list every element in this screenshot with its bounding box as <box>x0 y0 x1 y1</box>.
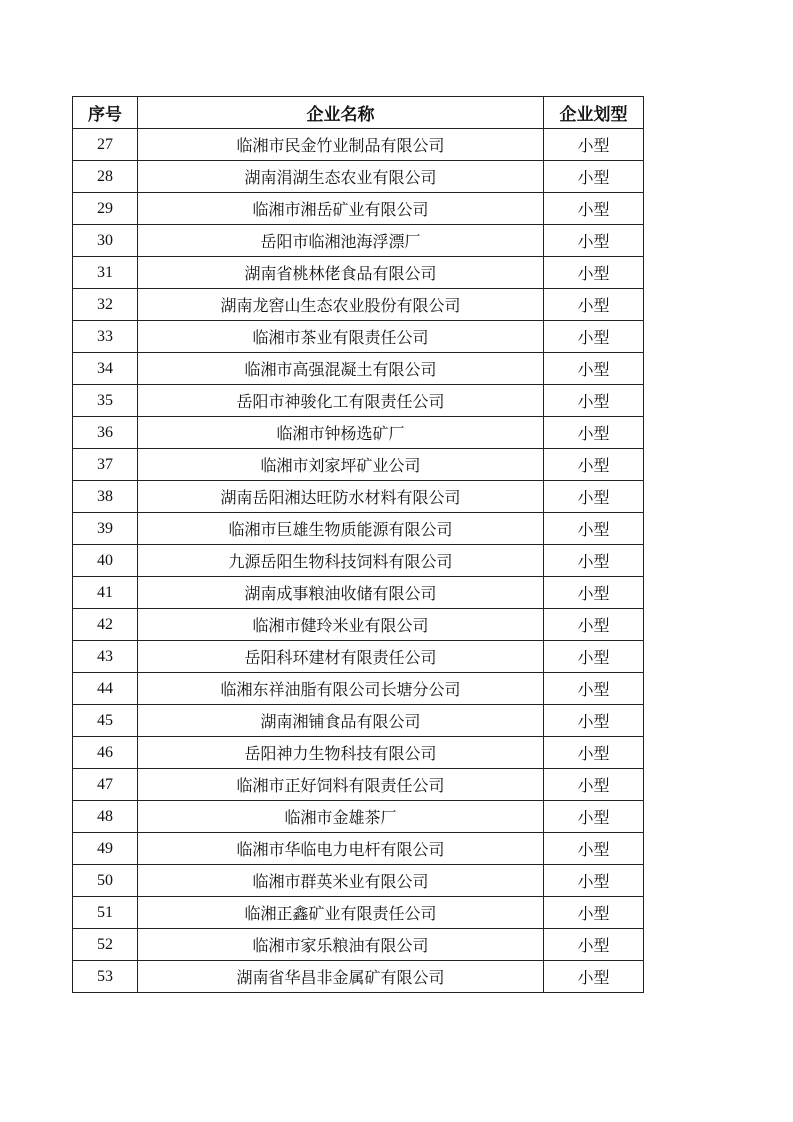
cell-enterprise-type: 小型 <box>544 129 644 161</box>
cell-serial-number: 37 <box>73 449 138 481</box>
cell-serial-number: 50 <box>73 865 138 897</box>
cell-serial-number: 51 <box>73 897 138 929</box>
cell-enterprise-name: 临湘市民金竹业制品有限公司 <box>138 129 544 161</box>
cell-enterprise-type: 小型 <box>544 385 644 417</box>
cell-enterprise-type: 小型 <box>544 609 644 641</box>
cell-enterprise-type: 小型 <box>544 193 644 225</box>
table-row <box>73 161 644 193</box>
cell-enterprise-type: 小型 <box>544 705 644 737</box>
header-serial-number: 序号 <box>73 97 138 129</box>
cell-enterprise-name: 湖南涓湖生态农业有限公司 <box>138 161 544 193</box>
table-body <box>73 129 644 993</box>
table-row <box>73 449 644 481</box>
table-row <box>73 193 644 225</box>
cell-serial-number: 34 <box>73 353 138 385</box>
cell-serial-number: 45 <box>73 705 138 737</box>
cell-enterprise-type: 小型 <box>544 289 644 321</box>
cell-enterprise-name: 临湘市巨雄生物质能源有限公司 <box>138 513 544 545</box>
cell-serial-number: 41 <box>73 577 138 609</box>
table-row <box>73 769 644 801</box>
cell-serial-number: 42 <box>73 609 138 641</box>
cell-enterprise-name: 临湘市刘家坪矿业公司 <box>138 449 544 481</box>
cell-enterprise-name: 湖南省华昌非金属矿有限公司 <box>138 961 544 993</box>
table-row <box>73 257 644 289</box>
cell-serial-number: 53 <box>73 961 138 993</box>
table-row <box>73 865 644 897</box>
table-row <box>73 673 644 705</box>
cell-enterprise-name: 临湘市家乐粮油有限公司 <box>138 929 544 961</box>
table-row <box>73 289 644 321</box>
cell-serial-number: 32 <box>73 289 138 321</box>
cell-enterprise-name: 九源岳阳生物科技饲料有限公司 <box>138 545 544 577</box>
cell-serial-number: 40 <box>73 545 138 577</box>
header-enterprise-type: 企业划型 <box>544 97 644 129</box>
cell-enterprise-name: 临湘市正好饲料有限责任公司 <box>138 769 544 801</box>
cell-enterprise-type: 小型 <box>544 225 644 257</box>
cell-enterprise-name: 岳阳科环建材有限责任公司 <box>138 641 544 673</box>
cell-enterprise-name: 临湘市健玲米业有限公司 <box>138 609 544 641</box>
cell-enterprise-type: 小型 <box>544 897 644 929</box>
cell-enterprise-name: 临湘市钟杨选矿厂 <box>138 417 544 449</box>
enterprise-table <box>72 96 644 993</box>
cell-serial-number: 43 <box>73 641 138 673</box>
table-row <box>73 353 644 385</box>
table-header-row <box>73 97 644 129</box>
table-row <box>73 129 644 161</box>
cell-enterprise-name: 临湘市华临电力电杆有限公司 <box>138 833 544 865</box>
table-row <box>73 961 644 993</box>
cell-enterprise-type: 小型 <box>544 545 644 577</box>
cell-serial-number: 28 <box>73 161 138 193</box>
table-row <box>73 321 644 353</box>
cell-enterprise-type: 小型 <box>544 929 644 961</box>
table-row <box>73 897 644 929</box>
cell-serial-number: 35 <box>73 385 138 417</box>
cell-enterprise-name: 临湘市金雄茶厂 <box>138 801 544 833</box>
table-row <box>73 609 644 641</box>
table-row <box>73 481 644 513</box>
cell-enterprise-type: 小型 <box>544 481 644 513</box>
table-row <box>73 929 644 961</box>
cell-serial-number: 38 <box>73 481 138 513</box>
cell-enterprise-name: 临湘市湘岳矿业有限公司 <box>138 193 544 225</box>
table-row <box>73 737 644 769</box>
cell-enterprise-name: 临湘正鑫矿业有限责任公司 <box>138 897 544 929</box>
cell-enterprise-name: 湖南岳阳湘达旺防水材料有限公司 <box>138 481 544 513</box>
cell-enterprise-type: 小型 <box>544 353 644 385</box>
cell-enterprise-type: 小型 <box>544 321 644 353</box>
table-row <box>73 705 644 737</box>
cell-serial-number: 48 <box>73 801 138 833</box>
table-row <box>73 513 644 545</box>
cell-enterprise-type: 小型 <box>544 513 644 545</box>
cell-enterprise-type: 小型 <box>544 673 644 705</box>
cell-serial-number: 52 <box>73 929 138 961</box>
table-row <box>73 545 644 577</box>
cell-enterprise-type: 小型 <box>544 833 644 865</box>
cell-serial-number: 27 <box>73 129 138 161</box>
cell-serial-number: 31 <box>73 257 138 289</box>
cell-serial-number: 46 <box>73 737 138 769</box>
cell-enterprise-name: 临湘市群英米业有限公司 <box>138 865 544 897</box>
cell-enterprise-type: 小型 <box>544 417 644 449</box>
table-row <box>73 833 644 865</box>
cell-enterprise-name: 岳阳市临湘池海浮漂厂 <box>138 225 544 257</box>
cell-enterprise-name: 临湘市高强混凝土有限公司 <box>138 353 544 385</box>
cell-enterprise-type: 小型 <box>544 737 644 769</box>
cell-enterprise-type: 小型 <box>544 577 644 609</box>
cell-serial-number: 49 <box>73 833 138 865</box>
cell-serial-number: 39 <box>73 513 138 545</box>
cell-enterprise-type: 小型 <box>544 161 644 193</box>
cell-enterprise-type: 小型 <box>544 769 644 801</box>
cell-enterprise-type: 小型 <box>544 801 644 833</box>
cell-serial-number: 29 <box>73 193 138 225</box>
cell-serial-number: 44 <box>73 673 138 705</box>
cell-enterprise-name: 湖南省桃林佬食品有限公司 <box>138 257 544 289</box>
cell-enterprise-type: 小型 <box>544 961 644 993</box>
table-row <box>73 225 644 257</box>
cell-enterprise-name: 临湘东祥油脂有限公司长塘分公司 <box>138 673 544 705</box>
table-row <box>73 641 644 673</box>
cell-serial-number: 36 <box>73 417 138 449</box>
cell-serial-number: 30 <box>73 225 138 257</box>
cell-enterprise-name: 湖南成事粮油收储有限公司 <box>138 577 544 609</box>
cell-serial-number: 47 <box>73 769 138 801</box>
cell-enterprise-type: 小型 <box>544 449 644 481</box>
cell-enterprise-type: 小型 <box>544 257 644 289</box>
cell-enterprise-type: 小型 <box>544 865 644 897</box>
cell-serial-number: 33 <box>73 321 138 353</box>
table-row <box>73 577 644 609</box>
cell-enterprise-name: 湖南龙窖山生态农业股份有限公司 <box>138 289 544 321</box>
cell-enterprise-name: 临湘市茶业有限责任公司 <box>138 321 544 353</box>
cell-enterprise-type: 小型 <box>544 641 644 673</box>
header-enterprise-name: 企业名称 <box>138 97 544 129</box>
table-row <box>73 417 644 449</box>
table-row <box>73 385 644 417</box>
cell-enterprise-name: 岳阳市神骏化工有限责任公司 <box>138 385 544 417</box>
table-row <box>73 801 644 833</box>
cell-enterprise-name: 湖南湘铺食品有限公司 <box>138 705 544 737</box>
cell-enterprise-name: 岳阳神力生物科技有限公司 <box>138 737 544 769</box>
